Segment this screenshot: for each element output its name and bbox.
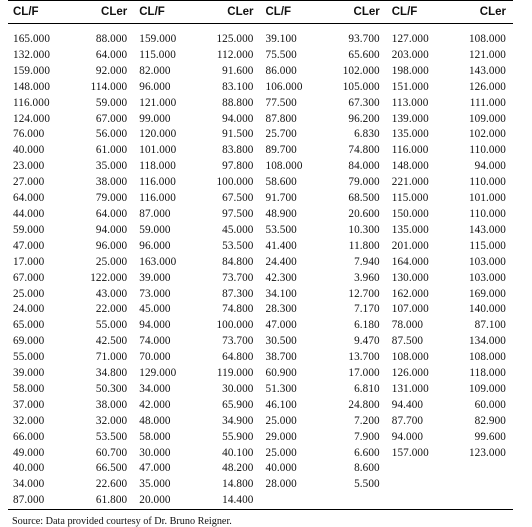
header-row bbox=[8, 1, 513, 24]
table-row bbox=[8, 48, 513, 64]
table-row bbox=[8, 382, 513, 398]
cler-cell: 20.600 bbox=[348, 207, 380, 220]
clf-cell: 127.000 bbox=[391, 33, 429, 45]
cler-cell: 88.000 bbox=[95, 33, 128, 45]
clf-cell: 44.000 bbox=[13, 207, 45, 220]
clf-cell: 47.000 bbox=[139, 462, 171, 475]
clf-cell bbox=[387, 461, 450, 477]
clf-cell: 24.000 bbox=[13, 303, 45, 316]
cler-cell: 123.000 bbox=[468, 446, 506, 459]
clf-cell: 129.000 bbox=[139, 367, 177, 380]
cler-cell: 97.500 bbox=[222, 207, 254, 220]
table-row bbox=[8, 191, 513, 207]
clf-cell: 58.000 bbox=[139, 430, 171, 443]
cler-cell: 110.000 bbox=[469, 176, 506, 189]
cler-cell: 53.500 bbox=[95, 430, 128, 443]
cler-cell: 24.800 bbox=[348, 398, 380, 411]
cler-cell: 40.100 bbox=[222, 446, 254, 459]
column-header: CLer bbox=[71, 1, 134, 24]
clf-cell: 25.000 bbox=[265, 414, 297, 427]
column-header: CLer bbox=[197, 1, 260, 24]
clf-cell: 60.900 bbox=[265, 367, 297, 380]
cler-cell bbox=[450, 461, 513, 477]
cler-cell: 84.000 bbox=[348, 160, 380, 173]
cler-cell: 11.800 bbox=[348, 239, 380, 252]
cler-cell: 109.000 bbox=[468, 112, 506, 125]
clf-cell: 159.000 bbox=[13, 64, 51, 77]
clf-cell: 165.000 bbox=[13, 33, 51, 45]
cler-cell: 53.500 bbox=[222, 239, 254, 252]
cler-cell: 7.900 bbox=[354, 430, 380, 443]
table-row bbox=[8, 112, 513, 128]
table-row bbox=[8, 302, 513, 318]
clf-cell: 96.000 bbox=[139, 80, 171, 93]
cler-cell: 50.300 bbox=[95, 382, 128, 395]
clf-cell: 39.000 bbox=[13, 367, 45, 380]
clf-cell: 65.000 bbox=[13, 319, 45, 332]
cler-cell: 25.000 bbox=[95, 255, 128, 268]
clf-cell: 130.000 bbox=[391, 271, 429, 284]
clf-cell: 101.000 bbox=[139, 144, 177, 157]
cler-cell: 103.000 bbox=[468, 271, 506, 284]
column-header: CL/F bbox=[387, 1, 450, 24]
cler-cell: 7.200 bbox=[354, 414, 380, 427]
clf-cell: 91.700 bbox=[265, 192, 297, 205]
cler-cell: 74.800 bbox=[348, 144, 380, 157]
cler-cell: 111.000 bbox=[469, 96, 506, 109]
table-row bbox=[8, 350, 513, 366]
clf-cell: 66.000 bbox=[13, 430, 45, 443]
cler-cell: 114.000 bbox=[90, 80, 128, 93]
cler-cell: 34.900 bbox=[222, 414, 254, 427]
cler-cell: 121.000 bbox=[468, 48, 506, 61]
clf-cell: 135.000 bbox=[391, 223, 429, 236]
clf-cell: 148.000 bbox=[391, 160, 429, 173]
clf-cell: 59.000 bbox=[13, 223, 45, 236]
cler-cell: 14.400 bbox=[222, 494, 254, 507]
cler-cell: 94.000 bbox=[95, 223, 128, 236]
table-row bbox=[8, 24, 513, 48]
cler-cell: 32.000 bbox=[95, 414, 128, 427]
cler-cell: 43.000 bbox=[95, 287, 128, 300]
table-row bbox=[8, 287, 513, 303]
clf-cell: 131.000 bbox=[391, 382, 429, 395]
table-row bbox=[8, 255, 513, 271]
table-row bbox=[8, 334, 513, 350]
cler-cell: 22.600 bbox=[95, 478, 128, 491]
cler-cell: 105.000 bbox=[342, 80, 380, 93]
cler-cell: 6.810 bbox=[354, 382, 380, 395]
table-row bbox=[8, 446, 513, 462]
clf-cell: 40.000 bbox=[13, 144, 45, 157]
clf-cell: 116.000 bbox=[391, 144, 429, 157]
clf-cell: 48.900 bbox=[265, 207, 297, 220]
clf-cell: 87.700 bbox=[391, 414, 424, 427]
cler-cell: 140.000 bbox=[468, 303, 506, 316]
cler-cell: 134.000 bbox=[468, 335, 506, 348]
clf-cell: 28.000 bbox=[265, 478, 297, 491]
clf-cell: 30.000 bbox=[139, 446, 171, 459]
cler-cell: 35.000 bbox=[95, 160, 128, 173]
bottom-rule bbox=[8, 509, 513, 510]
clf-cell: 58.000 bbox=[13, 382, 45, 395]
cler-cell: 13.700 bbox=[348, 351, 380, 364]
clf-cell bbox=[387, 493, 450, 509]
cler-cell: 59.000 bbox=[95, 96, 128, 109]
cler-cell: 61.800 bbox=[95, 494, 128, 507]
cler-cell: 94.000 bbox=[222, 112, 254, 125]
clf-cell: 94.400 bbox=[391, 398, 424, 411]
clf-cell: 75.500 bbox=[265, 48, 297, 61]
cler-cell: 83.100 bbox=[222, 80, 254, 93]
cler-cell bbox=[324, 493, 387, 509]
clearance-table bbox=[8, 1, 513, 509]
clf-cell: 82.000 bbox=[139, 64, 171, 77]
cler-cell: 67.300 bbox=[348, 96, 380, 109]
clf-cell: 42.000 bbox=[139, 398, 171, 411]
clf-cell: 78.000 bbox=[391, 319, 424, 332]
clf-cell: 116.000 bbox=[139, 192, 176, 205]
cler-cell: 67.500 bbox=[222, 192, 254, 205]
cler-cell: 12.700 bbox=[348, 287, 380, 300]
clf-cell: 159.000 bbox=[139, 33, 177, 45]
clf-cell: 148.000 bbox=[13, 80, 51, 93]
cler-cell: 45.000 bbox=[222, 223, 254, 236]
clf-cell: 139.000 bbox=[391, 112, 429, 125]
cler-cell: 118.000 bbox=[469, 367, 506, 380]
clf-cell: 87.800 bbox=[265, 112, 297, 125]
cler-cell: 64.000 bbox=[95, 207, 128, 220]
table-header bbox=[8, 1, 513, 24]
cler-cell: 126.000 bbox=[468, 80, 506, 93]
clf-cell: 162.000 bbox=[391, 287, 429, 300]
table-row bbox=[8, 143, 513, 159]
clf-cell: 94.000 bbox=[391, 430, 424, 443]
cler-cell: 6.600 bbox=[354, 446, 380, 459]
clf-cell: 77.500 bbox=[265, 96, 297, 109]
clf-cell: 38.700 bbox=[265, 351, 297, 364]
clf-cell: 132.000 bbox=[13, 48, 51, 61]
column-header: CLer bbox=[324, 1, 387, 24]
cler-cell: 38.000 bbox=[95, 398, 128, 411]
table-row bbox=[8, 80, 513, 96]
clf-cell: 108.000 bbox=[265, 160, 303, 173]
cler-cell: 96.000 bbox=[95, 239, 128, 252]
clf-cell: 70.000 bbox=[139, 351, 171, 364]
table-row bbox=[8, 127, 513, 143]
clf-cell: 55.000 bbox=[13, 351, 45, 364]
clf-cell: 27.000 bbox=[13, 176, 45, 189]
clf-cell: 39.000 bbox=[139, 271, 171, 284]
clf-cell: 87.000 bbox=[139, 207, 171, 220]
cler-cell: 122.000 bbox=[90, 271, 128, 284]
cler-cell: 108.000 bbox=[468, 33, 506, 45]
table-row bbox=[8, 477, 513, 493]
clf-cell: 106.000 bbox=[265, 80, 303, 93]
cler-cell: 97.800 bbox=[222, 160, 254, 173]
table-row bbox=[8, 398, 513, 414]
clf-cell: 73.000 bbox=[139, 287, 171, 300]
cler-cell: 103.000 bbox=[468, 255, 506, 268]
clf-cell bbox=[261, 493, 324, 509]
clf-cell: 94.000 bbox=[139, 319, 171, 332]
cler-cell: 73.700 bbox=[222, 271, 254, 284]
clf-cell: 108.000 bbox=[391, 351, 429, 364]
cler-cell: 48.200 bbox=[222, 462, 254, 475]
cler-cell: 115.000 bbox=[469, 239, 506, 252]
cler-cell: 56.000 bbox=[95, 128, 128, 141]
clf-cell: 126.000 bbox=[391, 367, 429, 380]
clf-cell: 163.000 bbox=[139, 255, 177, 268]
cler-cell: 82.900 bbox=[474, 414, 506, 427]
cler-cell: 61.000 bbox=[95, 144, 128, 157]
cler-cell: 55.000 bbox=[95, 319, 128, 332]
cler-cell: 22.000 bbox=[95, 303, 128, 316]
cler-cell: 8.600 bbox=[354, 462, 380, 475]
clf-cell: 40.000 bbox=[265, 462, 297, 475]
clf-cell: 58.600 bbox=[265, 176, 297, 189]
cler-cell: 55.900 bbox=[222, 430, 254, 443]
clf-cell: 107.000 bbox=[391, 303, 429, 316]
clf-cell: 96.000 bbox=[139, 239, 171, 252]
column-header: CL/F bbox=[134, 1, 197, 24]
cler-cell: 66.500 bbox=[95, 462, 128, 475]
clf-cell: 221.000 bbox=[391, 176, 429, 189]
cler-cell: 38.000 bbox=[95, 176, 128, 189]
cler-cell: 83.800 bbox=[222, 144, 254, 157]
cler-cell: 84.800 bbox=[222, 255, 254, 268]
cler-cell: 64.000 bbox=[95, 48, 128, 61]
cler-cell: 101.000 bbox=[468, 192, 506, 205]
table-row bbox=[8, 366, 513, 382]
cler-cell: 109.000 bbox=[468, 382, 506, 395]
cler-cell: 125.000 bbox=[216, 33, 254, 45]
clf-cell: 120.000 bbox=[139, 128, 177, 141]
clf-cell: 25.000 bbox=[265, 446, 297, 459]
cler-cell: 7.940 bbox=[354, 255, 380, 268]
clf-cell: 40.000 bbox=[13, 462, 45, 475]
clf-cell: 35.000 bbox=[139, 478, 171, 491]
clf-cell: 76.000 bbox=[13, 128, 45, 141]
table-row bbox=[8, 159, 513, 175]
clf-cell: 17.000 bbox=[13, 255, 45, 268]
table-row bbox=[8, 239, 513, 255]
cler-cell: 60.000 bbox=[474, 398, 506, 411]
cler-cell: 108.000 bbox=[468, 351, 506, 364]
cler-cell: 93.700 bbox=[348, 33, 380, 45]
table-row bbox=[8, 271, 513, 287]
data-table-figure bbox=[8, 0, 524, 527]
table-body bbox=[8, 24, 513, 510]
clf-cell: 37.000 bbox=[13, 398, 45, 411]
table-row bbox=[8, 96, 513, 112]
clf-cell: 45.000 bbox=[139, 303, 171, 316]
cler-cell: 87.100 bbox=[474, 319, 506, 332]
clf-cell: 46.100 bbox=[265, 398, 297, 411]
clf-cell: 49.000 bbox=[13, 446, 45, 459]
cler-cell: 92.000 bbox=[95, 64, 128, 77]
clf-cell: 164.000 bbox=[391, 255, 429, 268]
table-row bbox=[8, 223, 513, 239]
cler-cell: 3.960 bbox=[354, 271, 380, 284]
cler-cell: 73.700 bbox=[222, 335, 254, 348]
cler-cell: 67.000 bbox=[95, 112, 128, 125]
column-header: CLer bbox=[450, 1, 513, 24]
table-row bbox=[8, 64, 513, 80]
cler-cell: 65.900 bbox=[222, 398, 254, 411]
cler-cell: 9.470 bbox=[354, 335, 380, 348]
clf-cell: 203.000 bbox=[391, 48, 429, 61]
column-header: CL/F bbox=[8, 1, 71, 24]
cler-cell: 71.000 bbox=[95, 351, 128, 364]
cler-cell: 143.000 bbox=[468, 64, 506, 77]
cler-cell: 7.170 bbox=[354, 303, 380, 316]
cler-cell: 102.000 bbox=[468, 128, 506, 141]
clf-cell: 64.000 bbox=[13, 192, 45, 205]
clf-cell: 115.000 bbox=[391, 192, 429, 205]
clf-cell: 34.000 bbox=[139, 382, 171, 395]
cler-cell bbox=[450, 493, 513, 509]
table-row bbox=[8, 414, 513, 430]
cler-cell: 112.000 bbox=[216, 48, 254, 61]
cler-cell: 74.800 bbox=[222, 303, 254, 316]
table-row bbox=[8, 430, 513, 446]
cler-cell: 79.000 bbox=[95, 192, 128, 205]
cler-cell: 91.500 bbox=[222, 128, 254, 141]
cler-cell bbox=[450, 477, 513, 493]
clf-cell: 151.000 bbox=[391, 80, 429, 93]
cler-cell: 143.000 bbox=[468, 223, 506, 236]
table-row bbox=[8, 318, 513, 334]
clf-cell: 48.000 bbox=[139, 414, 171, 427]
clf-cell: 67.000 bbox=[13, 271, 45, 284]
clf-cell: 99.000 bbox=[139, 112, 171, 125]
clf-cell: 51.300 bbox=[265, 382, 297, 395]
cler-cell: 5.500 bbox=[354, 478, 380, 491]
clf-cell: 59.000 bbox=[139, 223, 171, 236]
clf-cell: 157.000 bbox=[391, 446, 429, 459]
cler-cell: 88.800 bbox=[222, 96, 254, 109]
cler-cell: 14.800 bbox=[222, 478, 254, 491]
cler-cell: 119.000 bbox=[216, 367, 254, 380]
clf-cell: 115.000 bbox=[139, 48, 176, 61]
clf-cell: 34.100 bbox=[265, 287, 297, 300]
cler-cell: 110.000 bbox=[469, 144, 506, 157]
clf-cell: 47.000 bbox=[13, 239, 45, 252]
table-row bbox=[8, 175, 513, 191]
clf-cell: 150.000 bbox=[391, 207, 429, 220]
clf-cell: 25.700 bbox=[265, 128, 297, 141]
clf-cell: 20.000 bbox=[139, 494, 171, 507]
clf-cell: 47.000 bbox=[265, 319, 297, 332]
clf-cell: 118.000 bbox=[139, 160, 176, 173]
column-header: CL/F bbox=[261, 1, 324, 24]
cler-cell: 91.600 bbox=[222, 64, 254, 77]
clf-cell: 74.000 bbox=[139, 335, 171, 348]
clf-cell: 87.500 bbox=[391, 335, 424, 348]
clf-cell: 116.000 bbox=[13, 96, 50, 109]
cler-cell: 169.000 bbox=[468, 287, 506, 300]
clf-cell: 198.000 bbox=[391, 64, 429, 77]
clf-cell: 29.000 bbox=[265, 430, 297, 443]
cler-cell: 64.800 bbox=[222, 351, 254, 364]
cler-cell: 100.000 bbox=[216, 319, 254, 332]
clf-cell: 24.400 bbox=[265, 255, 297, 268]
clf-cell: 121.000 bbox=[139, 96, 177, 109]
clf-cell: 69.000 bbox=[13, 335, 45, 348]
cler-cell: 100.000 bbox=[216, 176, 254, 189]
clf-cell: 42.300 bbox=[265, 271, 297, 284]
clf-cell: 34.000 bbox=[13, 478, 45, 491]
clf-cell: 53.500 bbox=[265, 223, 297, 236]
source-note: Source: Data provided courtesy of Dr. Bruno Reigner. bbox=[12, 516, 232, 527]
cler-cell: 68.500 bbox=[348, 192, 380, 205]
cler-cell: 65.600 bbox=[348, 48, 380, 61]
clf-cell: 116.000 bbox=[139, 176, 176, 189]
clf-cell: 23.000 bbox=[13, 160, 45, 173]
cler-cell: 102.000 bbox=[342, 64, 380, 77]
cler-cell: 6.830 bbox=[354, 128, 380, 141]
clf-cell: 113.000 bbox=[391, 96, 429, 109]
clf-cell: 32.000 bbox=[13, 414, 45, 427]
clf-cell: 201.000 bbox=[391, 239, 429, 252]
table-row bbox=[8, 461, 513, 477]
cler-cell: 30.000 bbox=[222, 382, 254, 395]
cler-cell: 94.000 bbox=[474, 160, 506, 173]
cler-cell: 79.000 bbox=[348, 176, 380, 189]
clf-cell bbox=[387, 477, 450, 493]
clf-cell: 89.700 bbox=[265, 144, 297, 157]
clf-cell: 86.000 bbox=[265, 64, 297, 77]
cler-cell: 10.300 bbox=[348, 223, 380, 236]
cler-cell: 17.000 bbox=[348, 367, 380, 380]
cler-cell: 6.180 bbox=[354, 319, 380, 332]
cler-cell: 96.200 bbox=[348, 112, 380, 125]
cler-cell: 99.600 bbox=[474, 430, 506, 443]
cler-cell: 60.700 bbox=[95, 446, 128, 459]
table-row bbox=[8, 207, 513, 223]
clf-cell: 39.100 bbox=[265, 33, 297, 45]
clf-cell: 41.400 bbox=[265, 239, 297, 252]
clf-cell: 87.000 bbox=[13, 494, 45, 507]
clf-cell: 124.000 bbox=[13, 112, 51, 125]
clf-cell: 30.500 bbox=[265, 335, 297, 348]
clf-cell: 28.300 bbox=[265, 303, 297, 316]
cler-cell: 110.000 bbox=[469, 207, 506, 220]
cler-cell: 42.500 bbox=[95, 335, 128, 348]
cler-cell: 87.300 bbox=[222, 287, 254, 300]
cler-cell: 34.800 bbox=[95, 367, 128, 380]
clf-cell: 25.000 bbox=[13, 287, 45, 300]
table-row bbox=[8, 493, 513, 509]
clf-cell: 135.000 bbox=[391, 128, 429, 141]
